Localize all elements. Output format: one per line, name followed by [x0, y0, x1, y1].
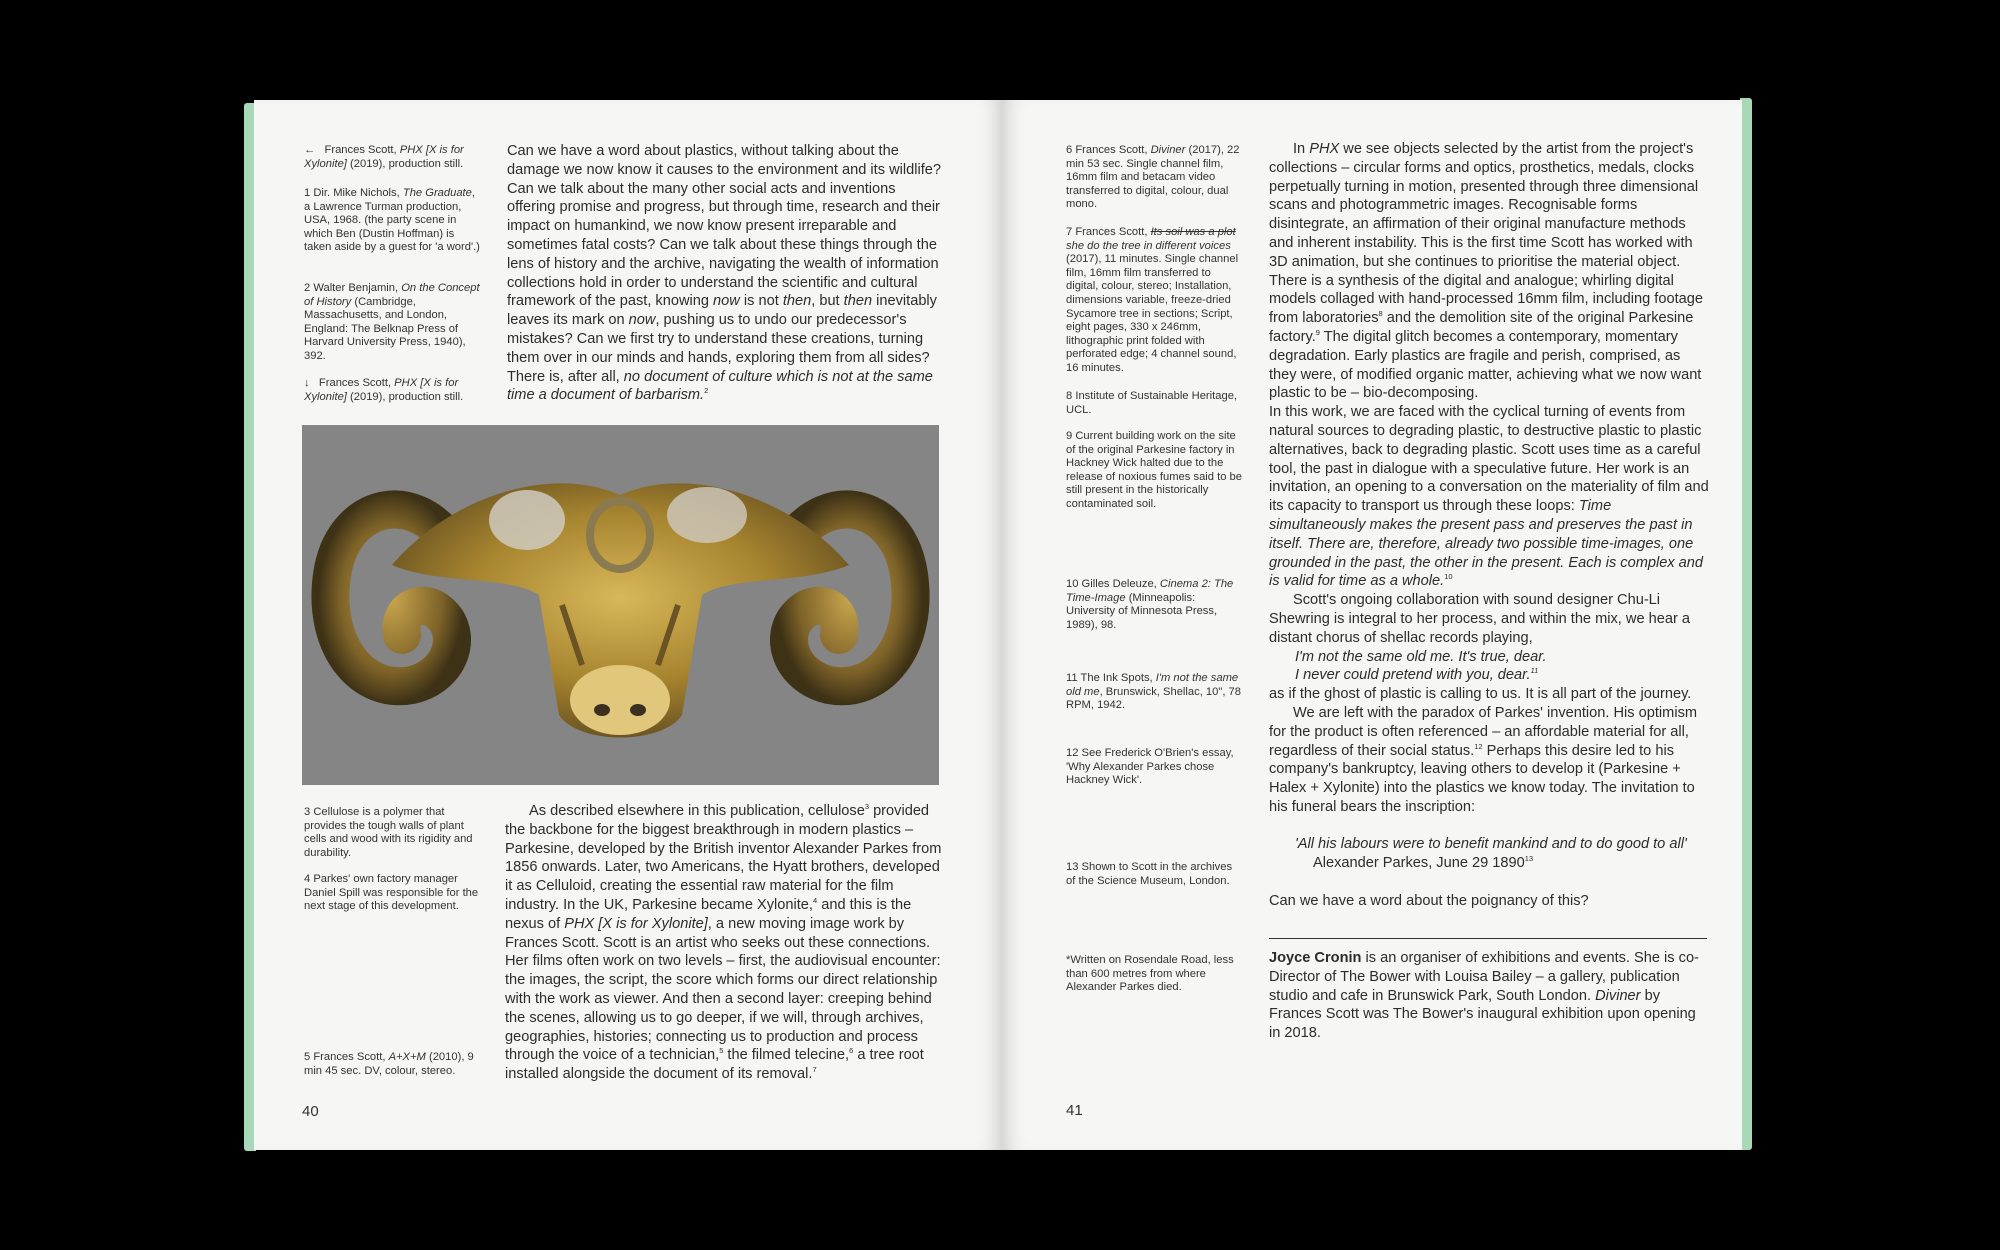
right-page — [1002, 100, 1742, 1150]
footnote-5: 5 Frances Scott, A+X+M (2010), 9 min 45 sec. DV, colour, stereo. — [304, 1051, 474, 1077]
footnote-3: 3 Cellulose is a polymer that provides the tough walls of plant cells and wood with its rigidity and durability. — [304, 806, 473, 859]
footnote-4: 4 Parkes' own factory manager Daniel Spill was responsible for the next stage of this development. — [304, 873, 479, 913]
divider — [1269, 938, 1707, 939]
footnote-7: 7 Frances Scott, Its soil was a plot she do the tree in different voices (2017), 11 minutes. Single channel film, 16mm film transferred to digital, colour, stereo; Installation, dimensions variable, freeze-dried Sycamore tree in sections; Script, eight pages, 330 x 246mm, lithographic print folded with perforated edge; 4 channel sound, 16 minutes. — [1066, 226, 1239, 374]
footnote-8: 8 Institute of Sustainable Heritage, UCL. — [1066, 390, 1238, 416]
ram-skull-scan-image — [302, 425, 939, 785]
arrow-left-icon: ← — [304, 144, 316, 156]
paragraph-cellulose: As described elsewhere in this publication, cellulose$^3$ provided the backbone for the biggest breakthrough in modern plastics – Parkesine, developed by the British inventor Alexander Parkes from 1856 onwards. Later, two Americans, the Hyatt brothers, developed it as Celluloid, creating the essential raw material for the film industry. In the UK, Parkesine became Xylonite,$^4$ and this is the nexus of PHX [X is for Xylonite], a new moving image work by Frances Scott. Scott is an artist who seeks out these connections. Her films often work on two levels – first, the audiovisual encounter: the images, the script, the score which forms our direct relationship with the work as viewer. And then a second layer: creeping behind the scenes, allowing us to go deeper, if we will, through archives, geographies, histories; connecting us to production and process through the voice of a technician,$^5$ the filmed telecine,$^6$ a tree root installed alongside the document of its removal.$^7$ — [505, 802, 942, 1083]
author-bio: Joyce Cronin is an organiser of exhibitions and events. She is co-Director of The Bower with Louisa Bailey – a gallery, publication studio and cafe in Brunswick Park, South London. Diviner by Frances Scott was The Bower's inaugural exhibition upon opening in 2018. — [1269, 950, 1699, 1042]
left-page — [254, 100, 1002, 1150]
footnote-12: 12 See Frederick O'Brien's essay, 'Why Alexander Parkes chose Hackney Wick'. — [1066, 747, 1234, 787]
footnote-13: 13 Shown to Scott in the archives of the Science Museum, London. — [1066, 861, 1233, 887]
footnote-11: 11 The Ink Spots, I'm not the same old me, Brunswick, Shellac, 10", 78 RPM, 1942. — [1066, 672, 1241, 712]
caption-bottom: ↓ Frances Scott, PHX [X is for Xylonite] (2019), production still. — [304, 377, 464, 403]
paragraph-plastics: Can we have a word about plastics, without talking about the damage we now know it causes to the environment and its wildlife? Can we talk about the many other social acts and inventions offering promise and progress, but through time, research and their impact on humankind, we now know present irreparable and sometimes fatal costs? Can we talk about these things through the lens of history and the archive, navigating the wealth of information collections hold in order to understand the scientific and cultural framework of the past, knowing now is not then, but then inevitably leaves its mark on now, pushing us to undo our predecessor's mistakes? Can we first try to understand these creations, turning them over in our minds and hands, exploring them from all sides? There is, after all, no document of culture which is not at the same time a document of barbarism.$^2$ — [507, 143, 941, 404]
footnote-2: 2 Walter Benjamin, On the Concept of History (Cambridge, Massachusetts, and London, England: The Belknap Press of Harvard University Press, 1940), 392. — [304, 282, 480, 362]
footnote-10: 10 Gilles Deleuze, Cinema 2: The Time-Image (Minneapolis: University of Minnesota Press, 1989), 98. — [1066, 578, 1234, 631]
footnote-6: 6 Frances Scott, Diviner (2017), 22 min 53 sec. Single channel film, 16mm film and betacam video transferred to digital, colour, dual mono. — [1066, 144, 1240, 211]
footnote-1: 1 Dir. Mike Nichols, The Graduate, a Lawrence Turman production, USA, 1968. (the party scene in which Ben (Dustin Hoffman) is taken aside by a guest for 'a word'.) — [304, 187, 480, 254]
arrow-down-icon: ↓ — [304, 377, 310, 389]
caption-top: ← Frances Scott, PHX [X is for Xylonite] (2019), production still. — [304, 144, 464, 170]
paragraph-phx: In PHX we see objects selected by the artist from the project's collections – circular forms and optics, prosthetics, medals, clocks perpetually turning in motion, presented through three dimensional scans and photogrammetric images. Recognisable forms disintegrate, an affirmation of their original manufacture methods and inherent instability. This is the first time Scott has worked with 3D animation, but she continues to prioritise the material object. There is a synthesis of the digital and analogue; whirling digital models collaged with hand-processed 16mm film, including footage from laboratories$^8$ and the demolition site of the original Parkesine factory.$^9$ The digital glitch becomes a contemporary, momentary degradation. Early plastics are fragile and perish, comprised, as they were, of modified organic matter, achieving what we now want plastic to be – bio-decomposing. In this work, we are faced with the cyclical turning of events from natural sources to degrading plastic, to destructive plastic to plastic alternatives, back to degrading plastic. Scott uses time as a careful tool, the past in dialogue with a speculative future. Her work is an invitation, an opening to a conversation on the materiality of film and its capacity to transport us through these loops: Time simultaneously makes the present pass and preserves the past in itself. There are, therefore, already two possible time-images, one grounded in the past, the other in the present. Each is complex and is valid for time as a whole.$^{10}$ Scott's ongoing collaboration with sound designer Chu-Li Shewring is integral to her process, and within the mix, we hear a distant chorus of shellac records playing, I'm not the same old me. It's true, dear. I never could pretend with you, dear.$^{11}$ as if the ghost of plastic is calling to us. It is all part of the journey. We are left with the paradox of Parkes' invention. His optimism for the product is often referenced – an affordable material for all, regardless of their social status.$^{12}$ Perhaps this desire led to his company's bankruptcy, leaving others to develop it (Parkesine + Halex + Xylonite) into the plastics we know today. The invitation to his funeral bears the inscription: 'All his labours were to benefit mankind and to do good to all' Alexander Parkes, June 29 1890$^{13}$ Can we have a word about the poignancy of this? — [1269, 141, 1709, 909]
footnote-star: *Written on Rosendale Road, less than 600 metres from where Alexander Parkes died. — [1066, 954, 1234, 994]
page-number-left: 40 — [302, 1103, 319, 1120]
production-still-figure — [302, 425, 939, 785]
footnote-9: 9 Current building work on the site of the original Parkesine factory in Hackney Wick halted due to the release of noxious fumes said to be still present in the historically contaminated soil. — [1066, 430, 1242, 510]
page-number-right: 41 — [1066, 1102, 1083, 1119]
